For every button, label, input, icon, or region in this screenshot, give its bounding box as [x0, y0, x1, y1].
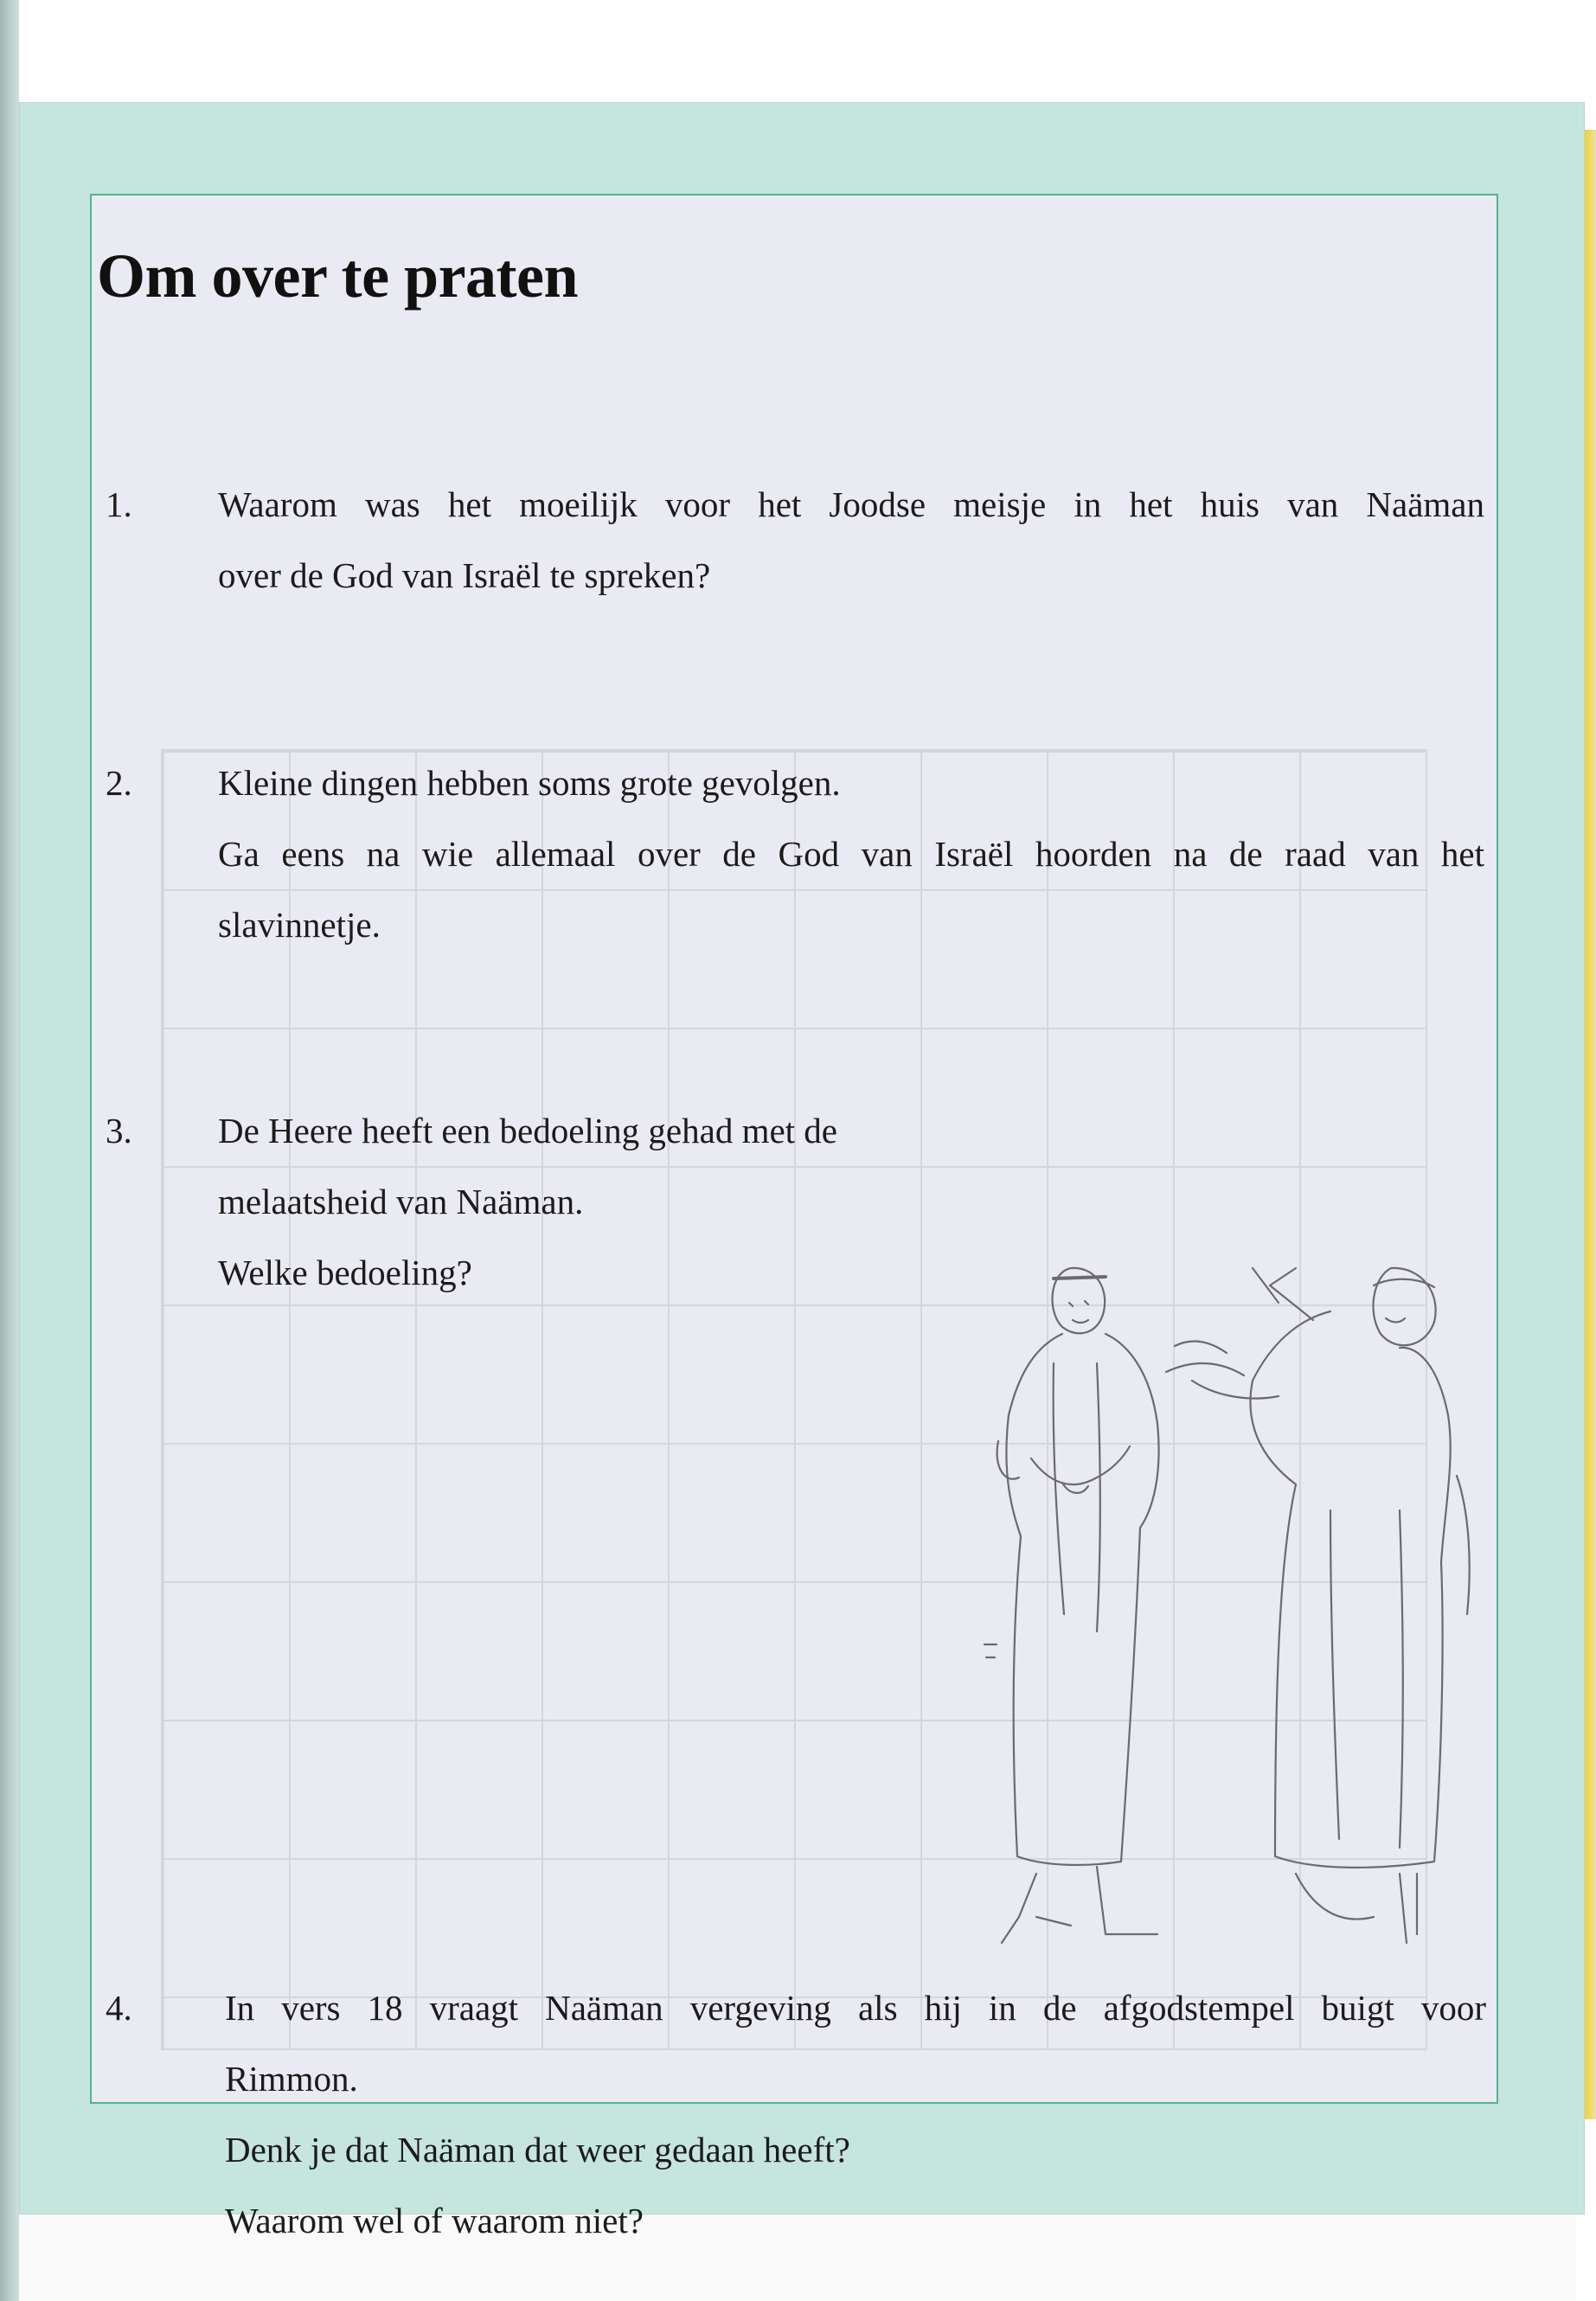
book-spine [0, 0, 19, 2301]
pencil-sketch-two-figures-icon [967, 1251, 1535, 1960]
question-line: Denk je dat Naäman dat weer gedaan heeft? [225, 2130, 850, 2170]
question-line: Kleine dingen hebben soms grote gevolgen. [218, 763, 841, 803]
left-figure-headband [1054, 1277, 1106, 1279]
sketch-svg [967, 1251, 1535, 1960]
question-number: 3. [106, 1111, 132, 1150]
question-number: 1. [106, 484, 132, 524]
question-line: De Heere heeft een bedoeling gehad met de [218, 1111, 837, 1150]
question-2 [106, 747, 1484, 960]
question-4 [106, 1972, 1486, 2256]
question-1 [106, 469, 1484, 611]
question-line: Waarom wel of waarom niet? [225, 2201, 644, 2240]
question-line: over de God van Israël te spreken? [218, 555, 711, 595]
question-line: Welke bedoeling? [218, 1253, 472, 1292]
page-title: Om over te praten [97, 241, 579, 311]
question-line: slavinnetje. [218, 905, 381, 945]
question-line: Waarom was het moeilijk voor het Joodse meisje in het huis van Naäman [218, 484, 1484, 524]
question-line: Rimmon. [225, 2059, 358, 2099]
question-line: In vers 18 vraagt Naäman vergeving als hij in de afgodstempel buigt voor [225, 1988, 1486, 2028]
content-card [90, 194, 1498, 2240]
question-3 [106, 1095, 884, 1308]
question-line: melaatsheid van Naäman. [218, 1182, 584, 1221]
right-figure-robe [1250, 1311, 1450, 1868]
left-figure-robe [1006, 1334, 1158, 1865]
question-line: Ga eens na wie allemaal over de God van Israël hoorden na de raad van het [218, 834, 1484, 874]
question-number: 2. [106, 763, 132, 803]
question-number: 4. [106, 1988, 132, 2028]
